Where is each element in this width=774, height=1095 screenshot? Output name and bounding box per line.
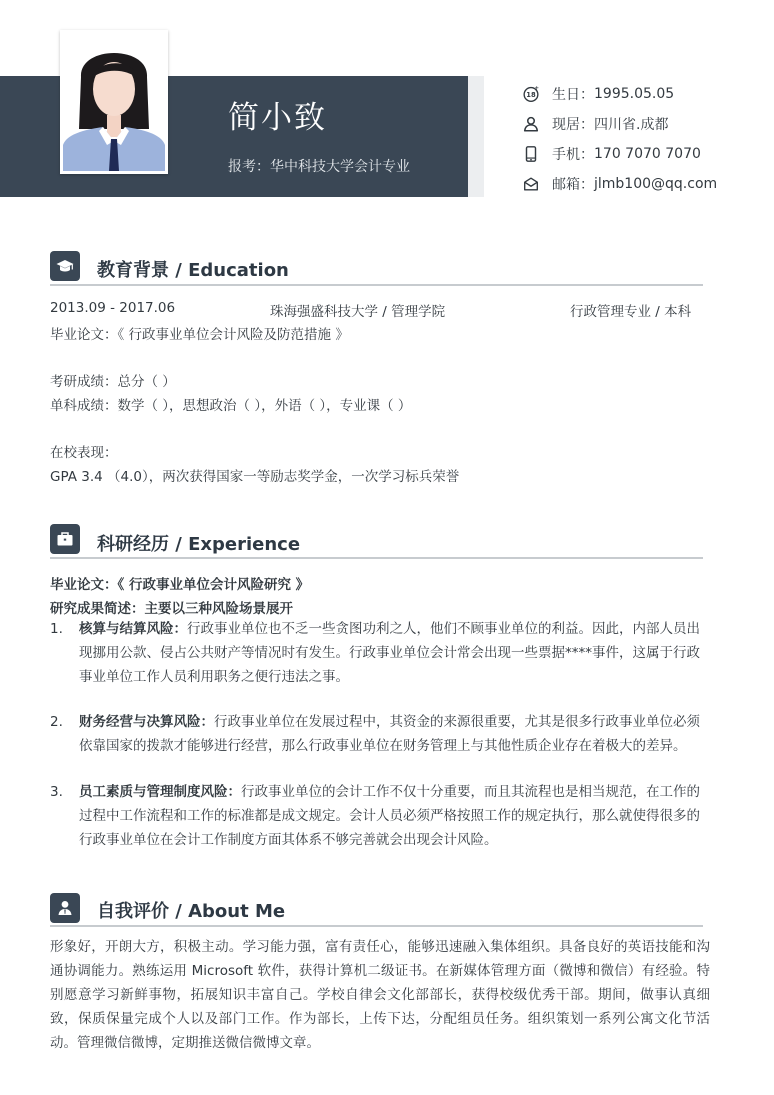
about-text: 形象好，开朗大方，积极主动。学习能力强，富有责任心，能够迅速融入集体组织。具备良好的英语技能和沟通协调能力。熟练运用 Microsoft 软件，获得计算机二级证书。在新媒体管理方面（微博和微信）有经验。特别愿意学习新鲜事物，拓展知识丰富自己。学校自律会文化部部长，获得校级优秀干部。期间，做事认真细致，保质保量完成个人以及部门工作。作为部长，上传下达，分配组员任务。组织策划一系列公寓文化节活动。管理微信微博，定期推送微信微博文章。	[50, 939, 710, 1051]
phone-icon	[522, 145, 540, 163]
experience-title: 科研经历 / Experience	[97, 534, 301, 555]
list-item-heading: 核算与结算风险：	[79, 621, 187, 637]
experience-divider	[50, 557, 703, 559]
list-item-text: 行政事业单位也不乏一些贪图功利之人，他们不顾事业单位的利益。因此，内部人员出现挪用公款、侵占公共财产等情况时有发生。行政事业单位会计常会出现一些票据****事件，这属于行政事业单位工作人员利用职务之便行违法之事。	[79, 621, 700, 685]
list-item	[50, 710, 710, 758]
age-18-icon	[522, 85, 540, 103]
portrait-image	[63, 33, 165, 171]
svg-text:+: +	[534, 85, 540, 92]
contact-label: 生日：	[552, 87, 594, 103]
graduation-cap-icon	[50, 251, 80, 281]
application-target: 报考：华中科技大学会计专业	[228, 159, 410, 175]
research-summary: 研究成果简述：主要以三种风险场景展开	[50, 601, 293, 617]
list-item-heading: 员工素质与管理制度风险：	[79, 784, 241, 800]
contact-label: 邮箱：	[552, 177, 594, 193]
list-item	[50, 780, 710, 852]
list-item-heading: 财务经营与决算风险：	[79, 714, 214, 730]
contact-value: jlmb100@qq.com	[594, 176, 718, 192]
person-icon	[522, 115, 540, 133]
list-item	[50, 617, 710, 689]
education-title: 教育背景 / Education	[97, 260, 289, 281]
contact-birthday	[522, 83, 762, 105]
exam-total-score: 考研成绩：总分（ ）	[50, 374, 176, 390]
research-thesis: 毕业论文：《 行政事业单位会计风险研究 》	[50, 577, 310, 593]
list-item-text: 行政事业单位的会计工作不仅十分重要，而且其流程也是相当规范，在工作的过程中工作流程和工作的标准都是成文规定。会计人员必须严格按照工作的规定执行，那么就使得很多的行政事业单位在会计工作制度方面其体系不够完善就会出现会计风险。	[79, 784, 700, 848]
list-item-text: 行政事业单位在发展过程中，其资金的来源很重要，尤其是很多行政事业单位必须依靠国家的拨款才能够进行经营，那么行政事业单位在财务管理上与其他性质企业存在着极大的差异。	[79, 714, 700, 754]
performance-text: GPA 3.4 （4.0），两次获得国家一等励志奖学金，一次学习标兵荣誉	[50, 469, 460, 485]
user-profile-icon	[50, 893, 80, 923]
contact-residence	[522, 113, 762, 135]
education-school: 珠海强盛科技大学 / 管理学院	[270, 304, 446, 320]
list-item-number: 2.	[50, 714, 63, 730]
header-banner-edge	[468, 76, 484, 197]
list-item-number: 1.	[50, 621, 63, 637]
education-divider	[50, 284, 703, 286]
contact-value: 170 7070 7070	[594, 146, 701, 162]
education-thesis: 毕业论文：《 行政事业单位会计风险及防范措施 》	[50, 327, 349, 343]
contact-label: 手机：	[552, 147, 594, 163]
contact-label: 现居：	[552, 117, 594, 133]
list-item-number: 3.	[50, 784, 63, 800]
education-period: 2013.09 - 2017.06	[50, 300, 176, 316]
svg-text:18: 18	[526, 91, 536, 100]
performance-label: 在校表现：	[50, 445, 118, 461]
mail-icon	[522, 175, 540, 193]
about-title: 自我评价 / About Me	[97, 901, 286, 922]
candidate-name: 简小致	[228, 100, 327, 136]
briefcase-icon	[50, 524, 80, 554]
contact-value: 四川省.成都	[594, 117, 669, 133]
about-divider	[50, 925, 703, 927]
education-major: 行政管理专业 / 本科	[570, 304, 692, 320]
profile-photo	[60, 30, 168, 174]
contact-email	[522, 173, 762, 195]
contact-phone	[522, 143, 762, 165]
contact-value: 1995.05.05	[594, 86, 675, 102]
exam-subject-scores: 单科成绩：数学（ ），思想政治（ ），外语（ ），专业课（ ）	[50, 398, 412, 414]
